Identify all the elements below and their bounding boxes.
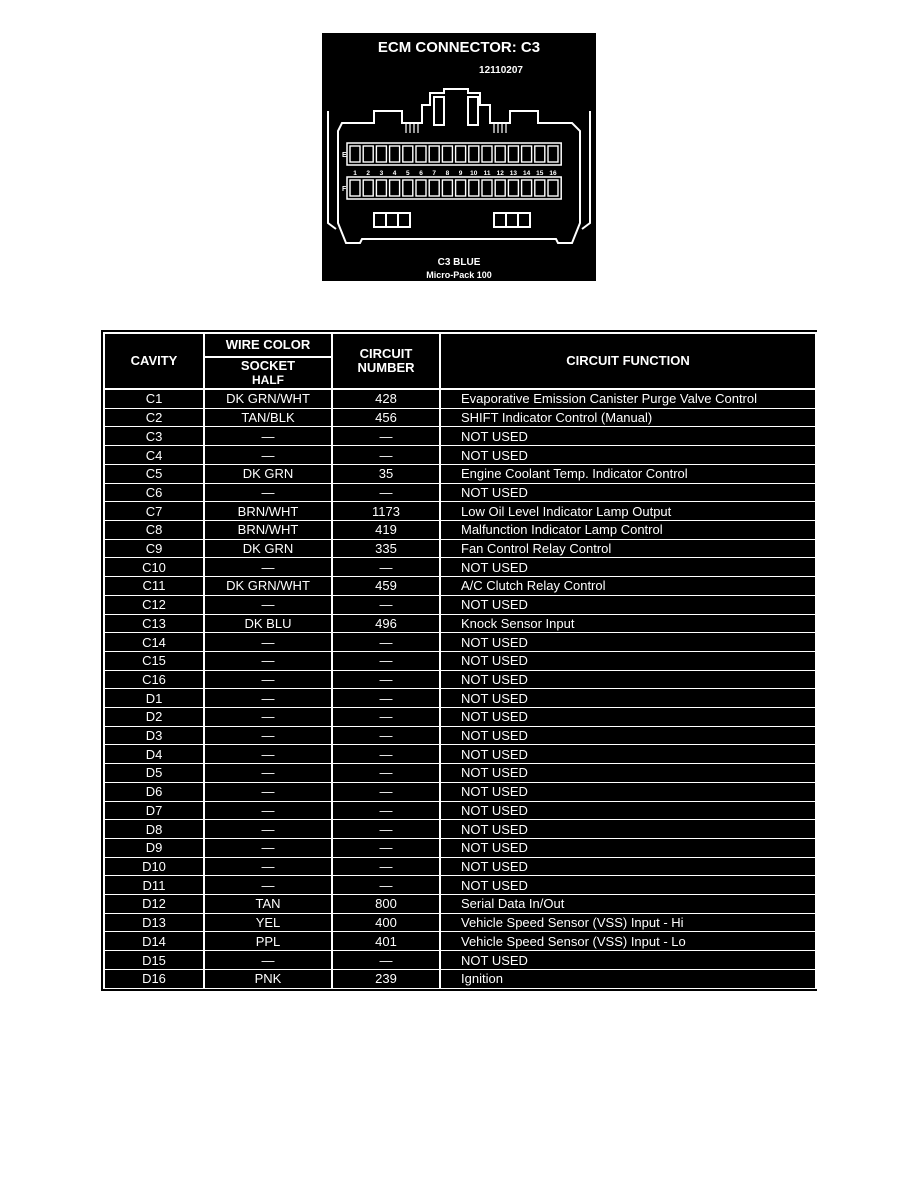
pinout-table [103,332,817,989]
circuit-function-cell: Vehicle Speed Sensor (VSS) Input - Lo [440,932,816,951]
table-row [104,651,816,670]
table-row [104,614,816,633]
table-row [104,951,816,970]
wire-color-cell: — [204,595,332,614]
connector-keys [374,213,530,227]
circuit-number-cell: — [332,670,440,689]
table-row [104,913,816,932]
circuit-number-cell: — [332,801,440,820]
pin-number-row [353,170,557,177]
cavity-cell: C8 [104,520,204,539]
wire-color-cell: — [204,951,332,970]
cavity [456,180,466,196]
wire-color-cell: — [204,745,332,764]
connector-diagram [322,33,596,281]
pin-number: 1 [353,170,357,177]
cavity [390,180,400,196]
cavity-cell: D8 [104,820,204,839]
wire-color-cell: — [204,820,332,839]
wire-color-cell: DK GRN/WHT [204,389,332,408]
table-row [104,483,816,502]
circuit-function-cell: NOT USED [440,427,816,446]
wire-color-cell: — [204,651,332,670]
pin-number: 3 [379,170,384,177]
cavity [469,180,479,196]
header-circuit-number: CIRCUIT NUMBER [332,333,440,389]
cavity [482,180,492,196]
connector-part-number: 12110207 [479,65,523,76]
cavity-cell: D5 [104,764,204,783]
table-row [104,689,816,708]
circuit-number-cell: — [332,726,440,745]
circuit-number-cell: — [332,558,440,577]
pin-number: 4 [392,170,397,177]
cavity-cell: C3 [104,427,204,446]
row-f-label: F [342,186,347,193]
cavity [416,146,426,162]
table-row [104,427,816,446]
circuit-function-cell: NOT USED [440,951,816,970]
circuit-number-cell: — [332,595,440,614]
wire-color-cell: — [204,782,332,801]
circuit-number-cell: 401 [332,932,440,951]
cavity-cell: D9 [104,838,204,857]
cavity [456,146,466,162]
circuit-number-cell: 35 [332,464,440,483]
connector-drawing [322,33,596,281]
table-row [104,633,816,652]
circuit-function-cell: NOT USED [440,708,816,727]
header-socket: SOCKET [240,358,296,373]
pin-number: 8 [445,170,450,177]
table-row [104,520,816,539]
cavity [522,146,532,162]
pin-number: 14 [522,170,531,177]
circuit-function-cell: NOT USED [440,651,816,670]
cavity [390,146,400,162]
table-row [104,969,816,988]
header-wire-color: WIRE COLOR [204,333,332,357]
cavity-cell: C14 [104,633,204,652]
circuit-function-cell: NOT USED [440,801,816,820]
cavity [416,180,426,196]
cavity [548,180,558,196]
cavity [495,180,505,196]
header-circuit-function: CIRCUIT FUNCTION [440,333,816,389]
cavity [403,146,413,162]
cavity [350,146,360,162]
table-row [104,502,816,521]
cavity-cell: D4 [104,745,204,764]
table-row [104,764,816,783]
table-row [104,801,816,820]
circuit-number-cell: — [332,633,440,652]
wire-color-cell: TAN/BLK [204,408,332,427]
row-e-label: E [342,152,347,159]
table-row [104,708,816,727]
circuit-number-cell: 239 [332,969,440,988]
circuit-function-cell: Evaporative Emission Canister Purge Valve Control [440,389,816,408]
pin-number: 9 [458,170,463,177]
cavity-cell: D2 [104,708,204,727]
cavity [403,180,413,196]
cavity-cell: C11 [104,577,204,596]
cavity [548,146,558,162]
connector-color-label: C3 BLUE [437,257,481,268]
cavity-cell: D1 [104,689,204,708]
cavity-cell: C1 [104,389,204,408]
wire-color-cell: BRN/WHT [204,502,332,521]
connector-title: ECM CONNECTOR: C3 [377,39,541,56]
wire-color-cell: — [204,838,332,857]
circuit-number-cell: — [332,427,440,446]
circuit-number-cell: — [332,689,440,708]
table-row [104,820,816,839]
wire-color-cell: — [204,708,332,727]
cavity [535,146,545,162]
circuit-number-cell: 335 [332,539,440,558]
circuit-number-cell: — [332,838,440,857]
wire-color-cell: TAN [204,895,332,914]
wire-color-cell: YEL [204,913,332,932]
cavity [350,180,360,196]
cavity-cell: C2 [104,408,204,427]
table-row [104,595,816,614]
cavity [508,180,518,196]
circuit-function-cell: NOT USED [440,782,816,801]
cavity-row-e [347,143,561,165]
table-row [104,932,816,951]
cavity-cell: D7 [104,801,204,820]
wire-color-cell: — [204,857,332,876]
wire-color-cell: — [204,801,332,820]
pinout-rows [104,389,816,989]
table-row [104,408,816,427]
cavity-cell: C7 [104,502,204,521]
table-row [104,539,816,558]
cavity [469,146,479,162]
wire-color-cell: — [204,427,332,446]
circuit-number-cell: 419 [332,520,440,539]
cavity [363,180,373,196]
circuit-number-cell: 496 [332,614,440,633]
cavity-cell: C9 [104,539,204,558]
circuit-number-cell: 459 [332,577,440,596]
cavity-cell: D10 [104,857,204,876]
cavity-cell: C5 [104,464,204,483]
wire-color-cell: — [204,558,332,577]
circuit-function-cell: NOT USED [440,446,816,465]
cavity-cell: C4 [104,446,204,465]
circuit-function-cell: NOT USED [440,820,816,839]
cavity-cell: C15 [104,651,204,670]
circuit-function-cell: NOT USED [440,595,816,614]
circuit-function-cell: NOT USED [440,764,816,783]
pin-number: 12 [496,170,504,177]
cavity [508,146,518,162]
circuit-function-cell: Knock Sensor Input [440,614,816,633]
table-row [104,745,816,764]
cavity-cell: D11 [104,876,204,895]
circuit-function-cell: NOT USED [440,745,816,764]
wire-color-cell: DK BLU [204,614,332,633]
circuit-function-cell: NOT USED [440,857,816,876]
wire-color-cell: — [204,483,332,502]
circuit-number-cell: — [332,745,440,764]
header-socket-half [204,357,332,389]
circuit-number-cell: — [332,651,440,670]
cavity-cell: D3 [104,726,204,745]
table-row [104,558,816,577]
table-row [104,895,816,914]
table-row [104,464,816,483]
cavity [429,146,439,162]
connector-housing [328,89,590,243]
circuit-function-cell: Low Oil Level Indicator Lamp Output [440,502,816,521]
table-row [104,857,816,876]
wire-color-cell: — [204,689,332,708]
wire-color-cell: — [204,876,332,895]
cavity [363,146,373,162]
table-row [104,726,816,745]
table-row [104,446,816,465]
circuit-function-cell: A/C Clutch Relay Control [440,577,816,596]
cavity-cell: C10 [104,558,204,577]
circuit-number-cell: 428 [332,389,440,408]
circuit-number-cell: 800 [332,895,440,914]
table-row [104,670,816,689]
cavity-cell: D6 [104,782,204,801]
wire-color-cell: DK GRN [204,464,332,483]
cavity-cell: D14 [104,932,204,951]
cavity-cell: C16 [104,670,204,689]
circuit-function-cell: Malfunction Indicator Lamp Control [440,520,816,539]
circuit-function-cell: NOT USED [440,689,816,708]
circuit-function-cell: NOT USED [440,726,816,745]
wire-color-cell: DK GRN [204,539,332,558]
wire-color-cell: PPL [204,932,332,951]
circuit-function-cell: NOT USED [440,670,816,689]
wire-color-cell: — [204,726,332,745]
wire-color-cell: — [204,670,332,689]
circuit-function-cell: Serial Data In/Out [440,895,816,914]
circuit-function-cell: NOT USED [440,876,816,895]
cavity [495,146,505,162]
circuit-number-cell: — [332,446,440,465]
wire-color-cell: DK GRN/WHT [204,577,332,596]
header-cavity: CAVITY [104,333,204,389]
cavity-cell: D15 [104,951,204,970]
cavity-row-f [347,177,561,199]
circuit-number-cell: 456 [332,408,440,427]
circuit-function-cell: Fan Control Relay Control [440,539,816,558]
circuit-function-cell: NOT USED [440,483,816,502]
cavity-cell: C6 [104,483,204,502]
pin-number: 16 [549,170,557,177]
pin-number: 15 [536,170,544,177]
cavity [429,180,439,196]
cavity [442,146,452,162]
circuit-number-cell: — [332,951,440,970]
cavity-cell: C13 [104,614,204,633]
wire-color-cell: PNK [204,969,332,988]
latch-ribs [406,123,506,133]
pin-number: 6 [419,170,423,177]
cavity [482,146,492,162]
circuit-function-cell: SHIFT Indicator Control (Manual) [440,408,816,427]
circuit-function-cell: NOT USED [440,633,816,652]
cavity-cell: D16 [104,969,204,988]
cavity-cell: C12 [104,595,204,614]
circuit-function-cell: NOT USED [440,558,816,577]
wire-color-cell: BRN/WHT [204,520,332,539]
circuit-function-cell: Vehicle Speed Sensor (VSS) Input - Hi [440,913,816,932]
pin-number: 7 [432,170,437,177]
cavity [376,180,386,196]
circuit-number-cell: 1173 [332,502,440,521]
pinout-table-frame [101,330,817,991]
circuit-number-cell: — [332,857,440,876]
pin-number: 2 [366,170,371,177]
circuit-function-cell: Engine Coolant Temp. Indicator Control [440,464,816,483]
table-row [104,876,816,895]
cavity-cell: D12 [104,895,204,914]
cavity [522,180,532,196]
circuit-number-cell: — [332,708,440,727]
cavity [442,180,452,196]
cavity-cell: D13 [104,913,204,932]
pin-number: 10 [470,170,478,177]
cavity [376,146,386,162]
wire-color-cell: — [204,446,332,465]
table-row [104,577,816,596]
circuit-number-cell: — [332,483,440,502]
wire-color-cell: — [204,633,332,652]
circuit-number-cell: — [332,820,440,839]
connector-type-label: Micro-Pack 100 [426,270,492,280]
cavity [535,180,545,196]
table-row [104,782,816,801]
pin-number: 5 [405,170,410,177]
circuit-number-cell: — [332,764,440,783]
header-half: HALF [252,373,284,387]
table-row [104,838,816,857]
wire-color-cell: — [204,764,332,783]
circuit-number-cell: — [332,782,440,801]
circuit-number-cell: — [332,876,440,895]
table-row [104,389,816,408]
circuit-number-cell: 400 [332,913,440,932]
circuit-function-cell: NOT USED [440,838,816,857]
pin-number: 11 [483,170,491,177]
pin-number: 13 [509,170,518,177]
circuit-function-cell: Ignition [440,969,816,988]
